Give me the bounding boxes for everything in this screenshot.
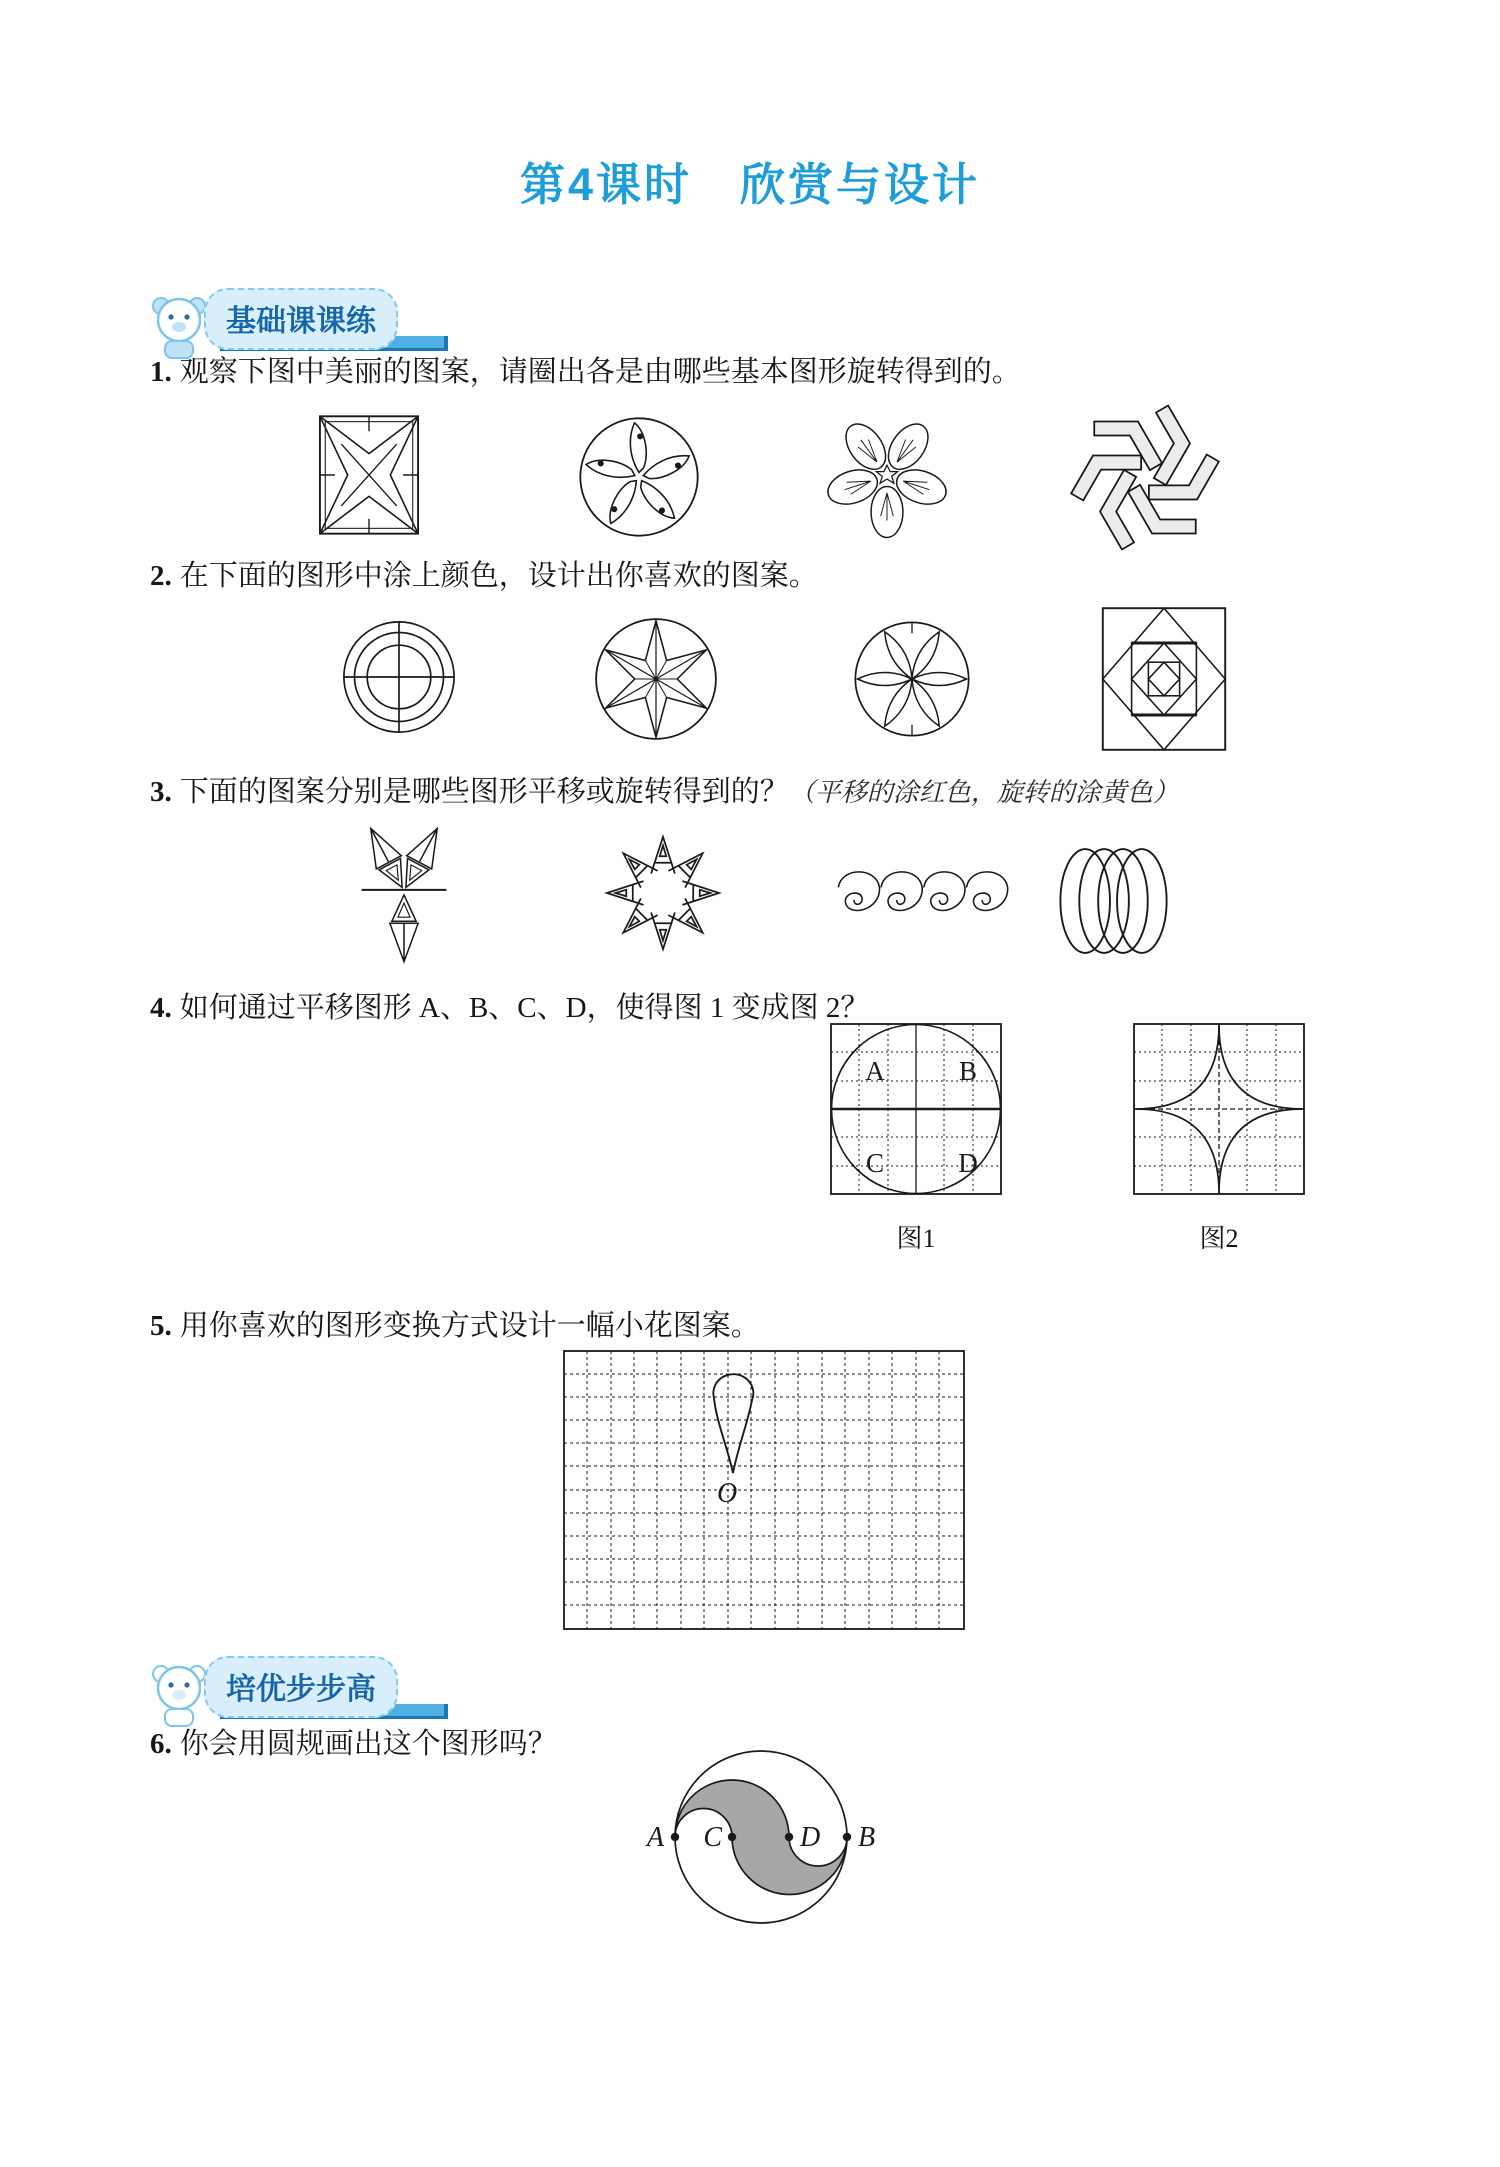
question-3-number: 3.: [150, 776, 172, 808]
question-2-number: 2.: [150, 560, 172, 592]
q1-figure-star-square: [305, 400, 433, 550]
question-1-text: 观察下图中美丽的图案，请圈出各是由哪些基本图形旋转得到的。: [179, 356, 1021, 388]
q6-figure-yinyang-circle: [618, 1740, 918, 1945]
question-5: [150, 1308, 1430, 1344]
question-5-text: 用你喜欢的图形变换方式设计一幅小花图案。: [179, 1310, 760, 1342]
q5-design-grid: [563, 1350, 965, 1630]
q6-label-a: A: [646, 1822, 664, 1853]
question-2: [150, 558, 1430, 594]
question-3-text: 下面的图案分别是哪些图形平移或旋转得到的？: [179, 776, 789, 808]
q2-figure-rosette: [840, 606, 984, 752]
bear-icon: [148, 294, 210, 360]
q2-figure-six-point-star: [582, 604, 730, 754]
figure1-caption: 图1: [896, 1224, 936, 1253]
section-badge-advanced-label: 培优步步高: [204, 1656, 398, 1718]
q4-figure2-grid-astroid: [1133, 1023, 1305, 1195]
question-2-text: 在下面的图形中涂上颜色，设计出你喜欢的图案。: [179, 560, 818, 592]
q2-figure-nested-squares: [1086, 598, 1242, 760]
fig1-label-a: A: [865, 1056, 885, 1086]
q1-figure-hex-swirl-logo: [1055, 390, 1235, 565]
question-5-number: 5.: [150, 1310, 172, 1342]
q3-figure-triangle-motif: [328, 812, 480, 984]
polar-bear-icon: [148, 1662, 210, 1728]
question-3-hint: （平移的涂红色，旋转的涂黄色）: [788, 778, 1179, 807]
fig1-label-b: B: [958, 1056, 978, 1086]
q3-figure-wave-scrolls: [832, 838, 1010, 958]
q6-label-d: D: [800, 1822, 821, 1853]
q2-figure-concentric-circles: [330, 606, 468, 748]
question-1: [150, 354, 1430, 390]
q6-label-c: C: [703, 1822, 722, 1853]
section-badge-basic-label: 基础课课练: [204, 288, 398, 350]
question-6-number: 6.: [150, 1728, 172, 1760]
question-4: [150, 990, 1430, 1026]
fig1-label-d: D: [958, 1148, 978, 1178]
q3-figure-arrow-star: [582, 812, 744, 974]
page-title: 第4课时 欣赏与设计: [519, 159, 981, 210]
q6-label-b: B: [858, 1822, 876, 1853]
q1-figure-five-petal-flower: [818, 402, 956, 554]
q5-label-o: O: [717, 1478, 738, 1509]
fig1-label-c: C: [865, 1148, 885, 1178]
question-3: [150, 774, 1430, 810]
question-4-number: 4.: [150, 992, 172, 1024]
q1-figure-bauhinia-flower: [560, 398, 718, 556]
question-6-text: 你会用圆规画出这个图形吗？: [179, 1728, 557, 1760]
figure2-caption: 图2: [1199, 1224, 1239, 1253]
question-4-text: 如何通过平移图形 A、B、C、D，使得图 1 变成图 2？: [179, 992, 870, 1024]
q4-figure1-grid-circle: [830, 1023, 1002, 1195]
q3-figure-overlapping-rings: [1036, 842, 1204, 960]
question-1-number: 1.: [150, 356, 172, 388]
